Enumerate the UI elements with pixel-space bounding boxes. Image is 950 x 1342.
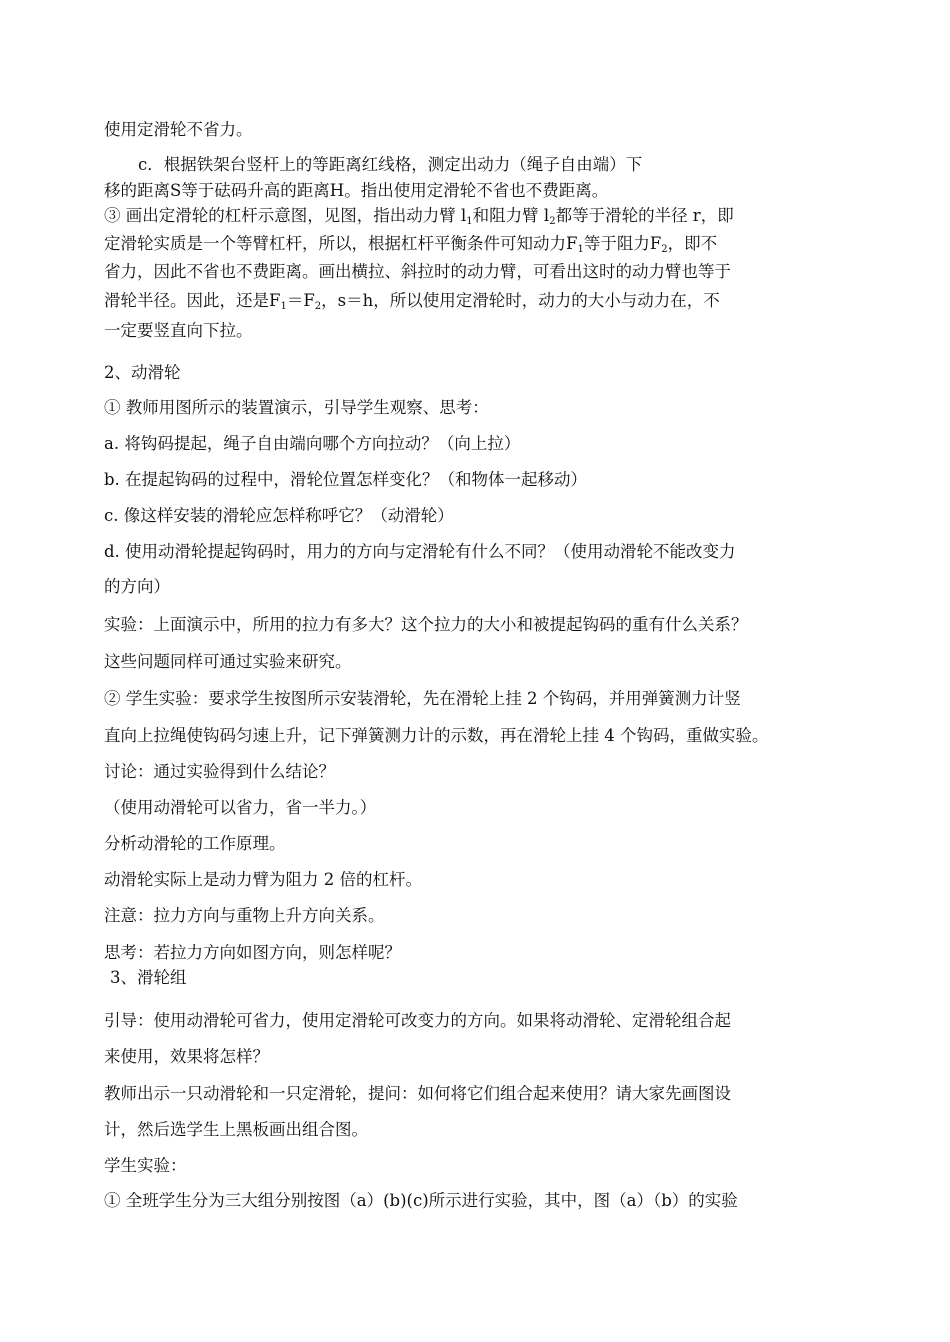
- section-heading: 2、动滑轮: [104, 363, 181, 382]
- text-line: 的方向）: [104, 577, 170, 596]
- text-line: （使用动滑轮可以省力，省一半力。）: [104, 798, 377, 817]
- text-line: 实验：上面演示中，所用的拉力有多大？这个拉力的大小和被提起钩码的重有什么关系？: [104, 615, 748, 634]
- text-line: ① 全班学生分为三大组分别按图（a）(b)(c)所示进行实验，其中，图（a）（b）的实验: [104, 1191, 738, 1210]
- text-line: 定滑轮实质是一个等臂杠杆，所以，根据杠杆平衡条件可知动力$F_1$等于阻力$F_2$，即不: [104, 234, 718, 255]
- text-line: c．根据铁架台竖杆上的等距离红线格，测定出动力（绳子自由端）下: [138, 155, 643, 174]
- text-line: 直向上拉绳使钩码匀速上升，记下弹簧测力计的示数，再在滑轮上挂 4 个钩码，重做实验。: [104, 726, 769, 745]
- text-line: 教师出示一只动滑轮和一只定滑轮，提问：如何将它们组合起来使用？请大家先画图设: [104, 1084, 731, 1103]
- text-line: 一定要竖直向下拉。: [104, 321, 253, 340]
- text-line: 动滑轮实际上是动力臂为阻力 2 倍的杠杆。: [104, 870, 422, 889]
- text-line: 分析动滑轮的工作原理。: [104, 834, 286, 853]
- text-line: 引导：使用动滑轮可省力，使用定滑轮可改变力的方向。如果将动滑轮、定滑轮组合起: [104, 1011, 731, 1030]
- text-line: 使用定滑轮不省力。: [104, 120, 253, 139]
- text-line: ② 学生实验：要求学生按图所示安装滑轮，先在滑轮上挂 2 个钩码，并用弹簧测力计竖: [104, 689, 741, 708]
- text-line: ③ 画出定滑轮的杠杆示意图，见图，指出动力臂 $l_1$和阻力臂 $l_2$都等于滑轮的半径 r，即: [104, 206, 734, 227]
- text-line: 滑轮半径。因此，还是$F_1=F_2$，s＝h，所以使用定滑轮时，动力的大小与动力在，不: [104, 291, 720, 312]
- text-line: ① 教师用图所示的装置演示，引导学生观察、思考：: [104, 398, 489, 417]
- text-line: 这些问题同样可通过实验来研究。: [104, 652, 352, 671]
- text-line: 移的距离S等于砝码升高的距离H。指出使用定滑轮不省也不费距离。: [104, 181, 609, 200]
- text-line: 来使用，效果将怎样？: [104, 1047, 269, 1066]
- text-line: a. 将钩码提起，绳子自由端向哪个方向拉动？（向上拉）: [104, 434, 521, 453]
- text-line: 注意：拉力方向与重物上升方向关系。: [104, 906, 385, 925]
- text-line: 计，然后选学生上黑板画出组合图。: [104, 1120, 368, 1139]
- section-heading: 3、滑轮组: [110, 968, 187, 987]
- text-line: c. 像这样安装的滑轮应怎样称呼它？（动滑轮）: [104, 506, 454, 525]
- text-line: b. 在提起钩码的过程中，滑轮位置怎样变化？（和物体一起移动）: [104, 470, 588, 489]
- text-line: 讨论：通过实验得到什么结论？: [104, 762, 335, 781]
- text-line: 省力，因此不省也不费距离。画出横拉、斜拉时的动力臂，可看出这时的动力臂也等于: [104, 262, 731, 281]
- text-line: 思考：若拉力方向如图方向，则怎样呢？: [104, 943, 401, 962]
- text-line: d. 使用动滑轮提起钩码时，用力的方向与定滑轮有什么不同？（使用动滑轮不能改变力: [104, 542, 736, 561]
- text-line: 学生实验：: [104, 1156, 187, 1175]
